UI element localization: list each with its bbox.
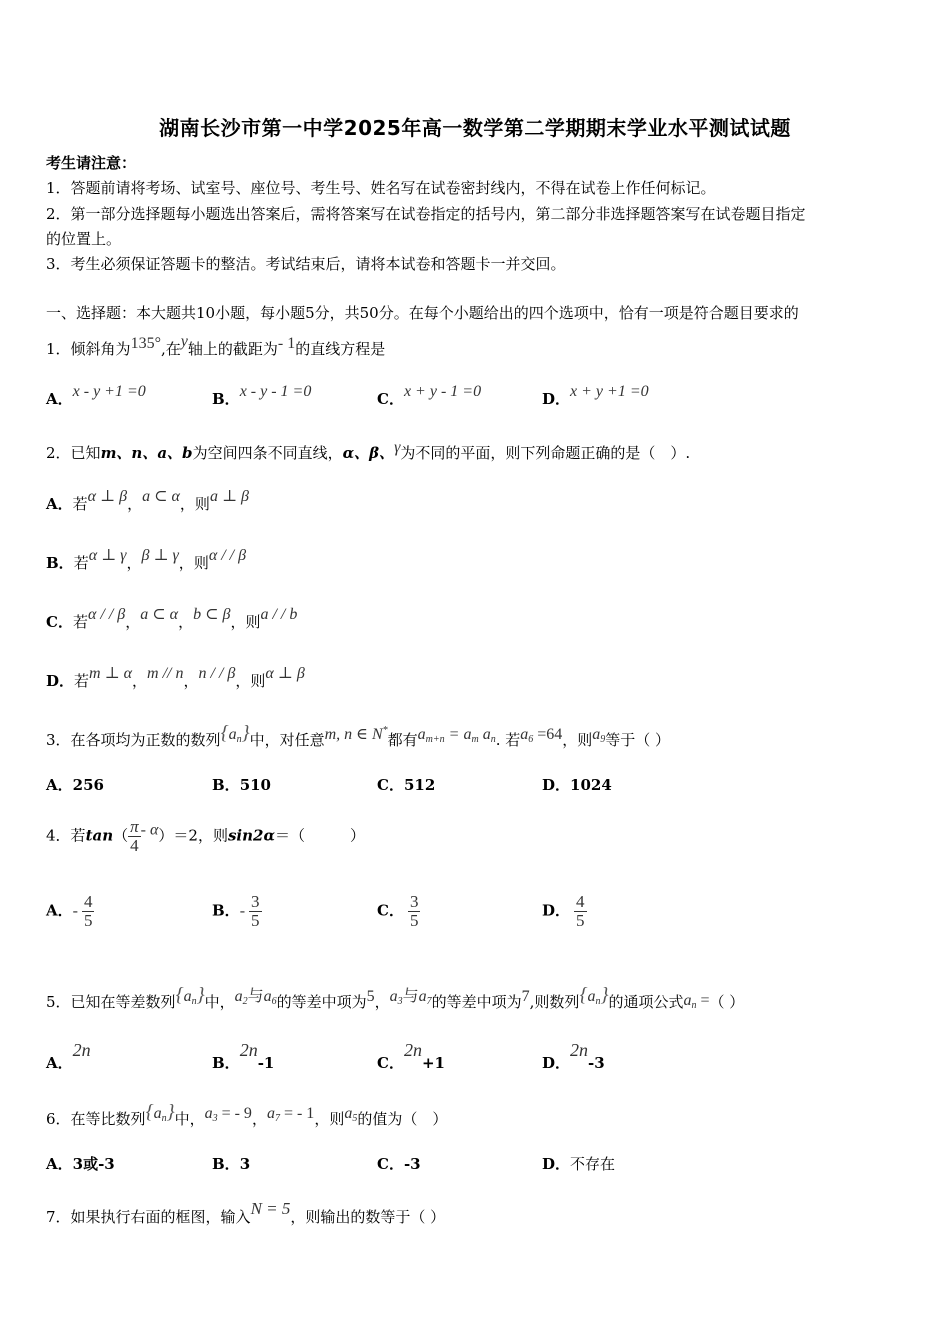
- math-expr: 2n: [239, 1040, 258, 1060]
- math-sub: 7: [274, 1113, 280, 1124]
- math-expr: 2n: [570, 1040, 589, 1060]
- math-expr: a ⊂ α: [140, 606, 179, 623]
- option-text: 不存在: [570, 1155, 616, 1173]
- option-text: -1: [257, 1054, 275, 1072]
- option-text: 3或-3: [72, 1155, 115, 1173]
- option-c[interactable]: [377, 1040, 445, 1073]
- question-number: 2．: [46, 444, 71, 462]
- question-2: [46, 439, 690, 463]
- math-expr: a / / b: [260, 606, 298, 623]
- math-expr: b ⊂ β: [193, 606, 231, 623]
- option-text: -3: [588, 1054, 605, 1072]
- math-expr: [592, 726, 605, 743]
- math-expr: - α: [140, 821, 159, 839]
- option-a[interactable]: [46, 893, 94, 930]
- math-expr: a ⊂ α: [142, 488, 180, 505]
- math-fraction: [408, 893, 421, 930]
- math-expr: 2n: [72, 1040, 91, 1060]
- math-expr: γ: [394, 439, 401, 456]
- math-expr: α ⊥ β: [265, 665, 305, 682]
- math-expr: m // n: [147, 665, 184, 682]
- math-sign: -: [72, 902, 78, 920]
- option-text: 1024: [570, 776, 612, 794]
- option-c[interactable]: [377, 774, 435, 795]
- math-sub: n: [595, 996, 601, 1007]
- option-b[interactable]: [212, 1153, 250, 1174]
- section-heading: 一、选择题：本大题共10小题，每小题5分，共50分。在每个小题给出的四个选项中，恰有一项是符合题目要求的: [46, 304, 799, 322]
- option-label: B．: [212, 776, 240, 794]
- math-sub: n: [191, 996, 197, 1007]
- option-label: D．: [542, 776, 571, 794]
- notice-item: 1．答题前请将考场、试室号、座位号、考生号、姓名写在试卷密封线内，不得在试卷上作任何标记。: [46, 179, 716, 197]
- question-text: 的等差中项为: [431, 993, 522, 1011]
- math-var: a: [228, 726, 237, 743]
- question-3: [46, 722, 670, 750]
- math-expr: β ⊥ γ: [141, 547, 179, 564]
- option-text: 若: [74, 672, 90, 690]
- question-text: ，: [251, 1110, 267, 1128]
- fraction-numerator: π: [130, 817, 139, 836]
- option-a[interactable]: [46, 1040, 91, 1073]
- math-var: = a: [444, 726, 472, 743]
- notice-item: 的位置上。: [46, 230, 122, 248]
- math-var: a: [344, 1105, 353, 1122]
- option-d[interactable]: [542, 383, 649, 409]
- option-label: D．: [542, 1054, 571, 1072]
- option-c[interactable]: [377, 1153, 421, 1174]
- option-text: -3: [403, 1155, 421, 1173]
- question-text: 的直线方程是: [295, 340, 386, 358]
- question-text: 若: [70, 826, 86, 845]
- math-expr: x + y +1 =0: [570, 383, 649, 400]
- math-fraction: [249, 893, 262, 930]
- question-number: 3．: [46, 731, 71, 749]
- math-sub: 5: [352, 1113, 358, 1124]
- question-text: 中，: [204, 993, 235, 1011]
- option-b[interactable]: [212, 1040, 274, 1073]
- option-d[interactable]: D．若m ⊥ α，m // n，n / / β，则α ⊥ β: [46, 665, 305, 690]
- math-sub: 9: [600, 734, 606, 745]
- question-text: 在等比数列: [70, 1110, 146, 1128]
- fraction-denominator: 4: [130, 835, 139, 855]
- option-label: B．: [46, 554, 74, 572]
- option-d[interactable]: [542, 893, 587, 930]
- option-label: A．: [46, 495, 73, 513]
- question-text: 已知在等差数列: [70, 993, 176, 1011]
- question-text: 等于（ ）: [605, 731, 671, 749]
- math-var: a: [418, 988, 427, 1005]
- notice-item: 3．考生必须保证答题卡的整洁。考试结束后，请将本试卷和答题卡一并交回。: [46, 255, 566, 273]
- math-var: =64: [533, 726, 563, 743]
- math-sub: 6: [528, 734, 534, 745]
- math-sub: 3: [212, 1113, 218, 1124]
- question-text: 都有: [387, 731, 418, 749]
- option-b[interactable]: [212, 774, 271, 795]
- option-label: A．: [46, 901, 73, 920]
- math-expr: $\{a_n\}$: [175, 984, 205, 1007]
- option-text: +1: [421, 1054, 445, 1072]
- math-expr: 7: [521, 988, 530, 1005]
- math-expr: [344, 1105, 357, 1122]
- option-c[interactable]: [377, 383, 481, 409]
- fraction-denominator: 5: [409, 910, 419, 930]
- question-text: 已知: [70, 444, 101, 462]
- option-label: D．: [542, 1155, 571, 1173]
- math-expr: [205, 1105, 252, 1122]
- option-label: D．: [46, 672, 75, 690]
- option-label: B．: [212, 1155, 240, 1173]
- math-var: = - 1: [279, 1105, 315, 1122]
- question-text: ＝（ ）: [274, 826, 365, 845]
- option-label: C．: [377, 776, 404, 794]
- option-label: C．: [377, 1054, 404, 1072]
- math-expr: $\{a_n\}$: [220, 722, 250, 745]
- question-6: [46, 1101, 447, 1129]
- math-expr: [325, 726, 388, 743]
- math-sign: -: [239, 902, 246, 920]
- math-var: =: [696, 992, 710, 1009]
- option-text: 若: [72, 495, 88, 513]
- option-label: B．: [212, 390, 240, 408]
- question-vars: m、n、a、b: [100, 444, 193, 462]
- math-sub: n: [691, 1000, 697, 1011]
- math-var: a: [478, 726, 491, 743]
- option-text: 则: [245, 613, 261, 631]
- math-var: a: [204, 1105, 213, 1122]
- question-vars: α、β、: [342, 444, 395, 462]
- math-var: a: [417, 726, 426, 743]
- option-a[interactable]: [46, 383, 146, 409]
- option-label: A．: [46, 1054, 73, 1072]
- fraction-numerator: 4: [576, 892, 585, 911]
- question-text: （ ）: [709, 993, 745, 1011]
- notice-heading: 考生请注意：: [46, 154, 137, 172]
- math-var: a: [266, 1105, 275, 1122]
- fraction-denominator: 5: [576, 910, 585, 930]
- question-number: 6．: [46, 1110, 71, 1128]
- question-number: 5．: [46, 993, 71, 1011]
- option-a[interactable]: [46, 774, 104, 795]
- math-var: 与: [247, 988, 264, 1005]
- math-expr: $\{a_n\}$: [579, 984, 609, 1007]
- math-var: a: [592, 726, 601, 743]
- question-text: ,则数列: [529, 993, 580, 1011]
- question-5: [46, 983, 744, 1012]
- math-sub: 6: [271, 996, 277, 1007]
- option-label: C．: [377, 1155, 404, 1173]
- question-text: 的等差中项为: [276, 993, 367, 1011]
- option-text: 若: [73, 554, 89, 572]
- option-text: 则: [193, 554, 209, 572]
- math-sub: n: [161, 1113, 167, 1124]
- option-c[interactable]: [377, 893, 420, 930]
- option-label: B．: [212, 1054, 240, 1072]
- math-var: m, n ∈ N: [324, 726, 383, 743]
- math-expr: α / / β: [208, 547, 247, 564]
- fraction-numerator: 3: [409, 892, 419, 911]
- option-label: A．: [46, 1155, 73, 1173]
- question-text: 倾斜角为: [70, 340, 131, 358]
- math-sub: 2: [242, 996, 248, 1007]
- question-text: ,在: [160, 340, 181, 358]
- math-func: tan: [85, 826, 114, 845]
- math-var: a: [183, 988, 192, 1005]
- math-expr: m ⊥ α: [89, 665, 133, 682]
- question-4: [46, 818, 365, 855]
- question-text: 中，: [174, 1110, 205, 1128]
- question-number: 7．: [46, 1208, 71, 1226]
- math-expr: x + y - 1 =0: [403, 383, 482, 400]
- question-text: ）＝2，则: [158, 826, 228, 845]
- math-fraction: [128, 818, 141, 855]
- math-expr: [235, 988, 277, 1005]
- math-var: a: [234, 988, 243, 1005]
- math-sub: 3: [397, 996, 403, 1007]
- math-expr: [267, 1105, 314, 1122]
- math-var: 与: [402, 988, 419, 1005]
- option-a[interactable]: A．若α ⊥ β，a ⊂ α，则a ⊥ β: [46, 488, 249, 513]
- option-c[interactable]: C．若α / / β，a ⊂ α，b ⊂ β，则a / / b: [46, 606, 298, 631]
- math-var: = - 9: [217, 1105, 252, 1122]
- question-text: 的值为（ ）: [357, 1110, 448, 1128]
- question-text: 轴上的截距为: [187, 340, 278, 358]
- math-fraction: [574, 893, 587, 930]
- math-var: a: [683, 992, 692, 1009]
- math-sub: n: [236, 734, 242, 745]
- math-func: sin2α: [227, 826, 275, 845]
- question-text: ，: [374, 993, 390, 1011]
- notice-item: 2．第一部分选择题每小题选出答案后，需将答案写在试卷指定的括号内，第二部分非选择题答案写在试卷题目指定: [46, 205, 806, 223]
- math-expr: [520, 726, 562, 743]
- option-text: 256: [72, 776, 104, 794]
- math-expr: N = 5: [250, 1199, 291, 1218]
- option-label: C．: [377, 901, 404, 920]
- question-text: 在各项均为正数的数列: [70, 731, 221, 749]
- fraction-numerator: 4: [83, 892, 93, 911]
- fraction-denominator: 5: [83, 910, 93, 930]
- math-expr: α ⊥ β: [87, 488, 128, 505]
- math-sub: m+n: [425, 734, 445, 745]
- option-label: D．: [542, 901, 571, 920]
- question-number: 1．: [46, 340, 71, 358]
- math-expr: [418, 726, 496, 743]
- math-expr: 135°: [130, 335, 161, 352]
- option-text: 512: [403, 776, 436, 794]
- option-b[interactable]: B．若α ⊥ γ，β ⊥ γ，则α / / β: [46, 547, 247, 572]
- math-expr: n / / β: [198, 665, 236, 682]
- question-text: ，则: [562, 731, 593, 749]
- option-text: 则: [194, 495, 210, 513]
- math-var: a: [587, 988, 596, 1005]
- math-var: a: [153, 1105, 162, 1122]
- option-label: A．: [46, 776, 73, 794]
- option-text: 若: [72, 613, 88, 631]
- option-label: B．: [212, 901, 240, 920]
- option-b[interactable]: [212, 893, 262, 930]
- question-number: 4．: [46, 826, 71, 845]
- question-text: 为不同的平面，则下列命题正确的是（ ）.: [400, 444, 691, 462]
- option-d[interactable]: [542, 1040, 605, 1073]
- option-text: 则: [250, 672, 266, 690]
- question-1: [46, 333, 385, 359]
- question-text: ，则: [314, 1110, 345, 1128]
- option-text: 3: [239, 1155, 251, 1173]
- fraction-numerator: 3: [251, 892, 260, 911]
- question-text: . 若: [495, 731, 521, 749]
- math-var: a: [263, 988, 272, 1005]
- math-expr: a ⊥ β: [209, 488, 249, 505]
- question-text: 的通项公式: [608, 993, 684, 1011]
- option-d[interactable]: [542, 1153, 615, 1174]
- option-label: A．: [46, 390, 73, 408]
- math-expr: - 1: [277, 335, 296, 352]
- fraction-denominator: 5: [251, 910, 260, 930]
- math-expr: 2n: [403, 1040, 422, 1060]
- math-expr: α / / β: [87, 606, 126, 623]
- question-text: 如果执行右面的框图，输入: [70, 1208, 251, 1226]
- option-a[interactable]: [46, 1153, 115, 1174]
- math-expr: [390, 988, 432, 1005]
- question-text: 中，对任意: [249, 731, 325, 749]
- math-sub: n: [490, 734, 496, 745]
- math-expr: x - y - 1 =0: [239, 383, 312, 400]
- math-expr: x - y +1 =0: [72, 383, 146, 400]
- option-d[interactable]: [542, 774, 612, 795]
- math-sub: m: [471, 734, 479, 745]
- question-text: 为空间四条不同直线，: [192, 444, 343, 462]
- option-label: C．: [377, 390, 404, 408]
- math-expr: [683, 992, 709, 1009]
- question-7: [46, 1199, 445, 1227]
- option-b[interactable]: [212, 383, 311, 409]
- math-expr: $\{a_n\}$: [145, 1101, 175, 1124]
- math-sup: *: [382, 725, 388, 736]
- math-expr: 5: [366, 988, 375, 1005]
- option-text: 510: [239, 776, 271, 794]
- question-text: （: [113, 826, 129, 845]
- math-expr: α ⊥ γ: [88, 547, 127, 564]
- question-text: ，则输出的数等于（ ）: [290, 1208, 446, 1226]
- math-sub: 7: [426, 996, 432, 1007]
- math-fraction: [82, 893, 95, 930]
- math-expr: y: [180, 333, 188, 350]
- option-label: D．: [542, 390, 571, 408]
- page-title: 湖南长沙市第一中学2025年高一数学第二学期期末学业水平测试试题: [159, 116, 791, 140]
- math-var: a: [520, 726, 529, 743]
- math-var: a: [389, 988, 398, 1005]
- option-label: C．: [46, 613, 73, 631]
